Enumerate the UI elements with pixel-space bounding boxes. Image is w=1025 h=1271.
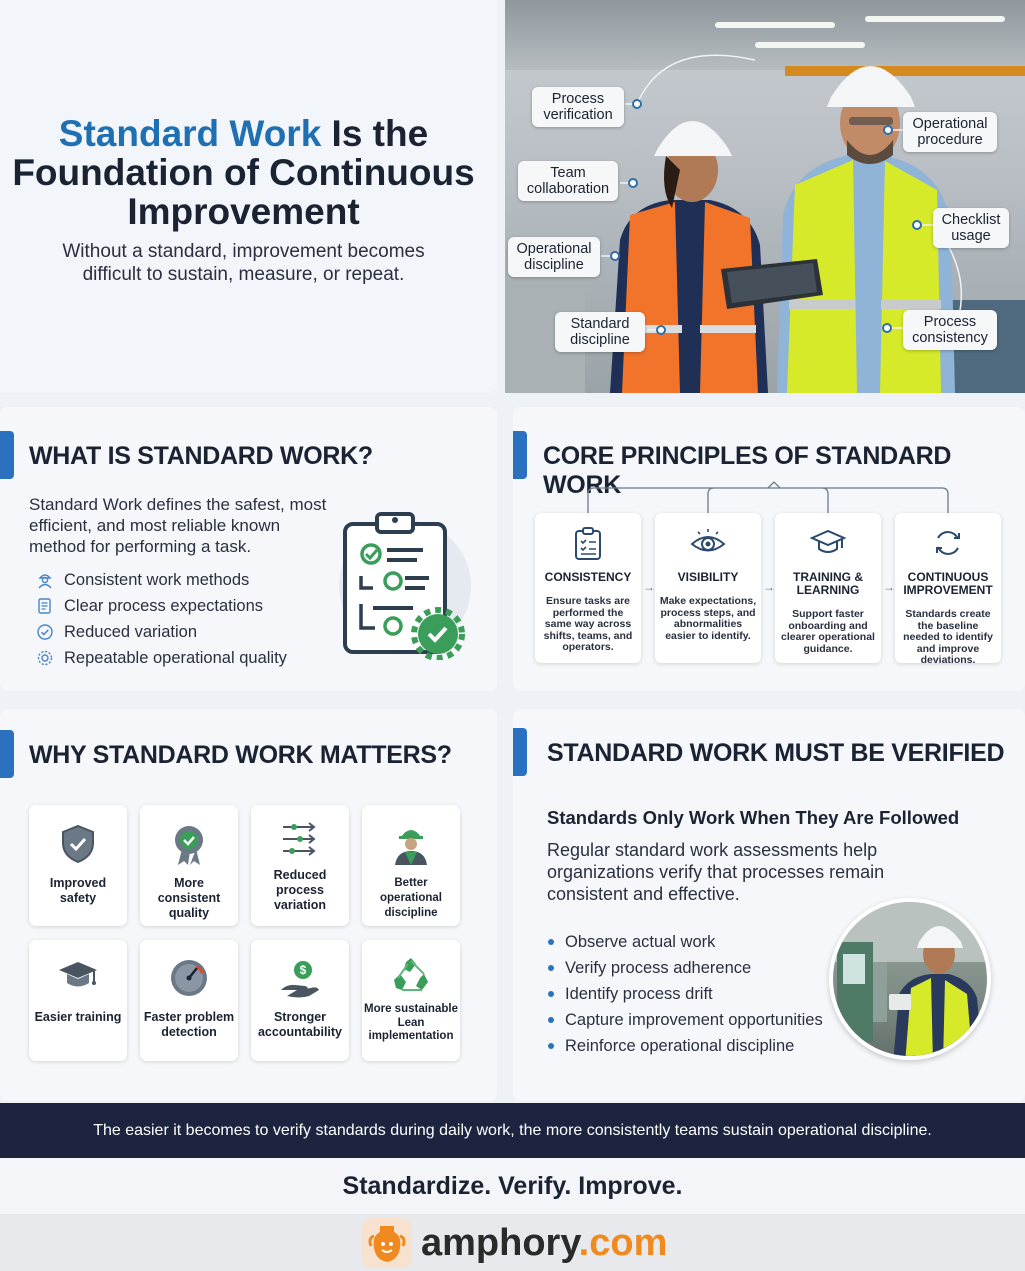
why-card-label: Faster problem detection [143,1010,235,1039]
slogan: Standardize. Verify. Improve. [0,1158,1025,1214]
document-icon [36,597,54,615]
verified-heading: STANDARD WORK MUST BE VERIFIED [547,739,1005,767]
list-item-label: Reduced variation [64,622,197,641]
title-highlight: Standard Work [58,113,322,154]
shield-check-icon [29,823,127,867]
section-accent [513,431,527,479]
principle-title: TRAINING & LEARNING [793,570,863,597]
hero-panel [0,0,497,393]
list-item-label: Observe actual work [565,932,716,951]
principles-connector [580,478,960,518]
section-accent [0,431,14,479]
why-card [251,940,349,1061]
principle-desc: Support faster onboarding and clearer operational guidance. [781,608,875,655]
why-card [362,805,460,926]
refresh-icon [895,527,1001,563]
why-card-label: Improved safety [49,876,107,905]
list-item-label: Clear process expectations [64,596,264,615]
checklist-icon [535,527,641,563]
why-card-label: Better operational discipline [380,877,442,919]
why-card [140,805,238,926]
eye-icon [655,527,761,563]
what-is-heading: WHAT IS STANDARD WORK? [29,442,373,470]
what-is-list [36,567,287,671]
callout-operational-discipline: Operational discipline [508,237,600,277]
hand-coin-icon [251,958,349,1002]
worker-icon [362,823,460,867]
callout-team-collaboration: Team collaboration [518,161,618,201]
graduation-cap-icon [29,958,127,1002]
principle-card-improvement [895,513,1001,666]
callout-operational-procedure: Operational procedure [903,112,997,152]
recycle-icon [362,956,460,1000]
why-card-label: Reduced process variation [273,868,327,912]
arrow-icon: → [643,580,655,594]
graduation-cap-icon [775,527,881,563]
flow-arrows-icon [251,819,349,863]
list-item [548,955,823,981]
brand-tld: .com [578,1222,668,1264]
section-accent [513,728,527,776]
principle-title: CONSISTENCY [544,570,632,584]
callout-process-consistency: Process consistency [903,310,997,350]
section-accent [0,730,14,778]
why-heading: WHY STANDARD WORK MATTERS? [29,741,452,769]
page-subtitle [0,240,487,286]
title-line-3: Improvement [127,191,360,232]
title-line-2: Foundation of Continuous [12,152,475,193]
list-item [36,593,287,619]
list-item [36,645,287,671]
list-item-label: Reinforce operational discipline [565,1036,795,1055]
callout-standard-discipline: Standard discipline [555,312,645,352]
bullet-icon [548,965,554,971]
why-card-label: Easier training [34,1010,122,1024]
subtitle-line-1: Without a standard, improvement becomes [62,241,425,262]
bullet-icon [548,939,554,945]
brand-name[interactable] [421,1219,667,1267]
principle-card-training [775,513,881,663]
verified-list [548,929,823,1059]
why-card [140,940,238,1061]
principle-desc: Standards create the baseline needed to identify and improve deviations. [903,608,993,666]
why-card-label: More consistent quality [157,876,221,920]
svg-text:$: $ [299,963,307,977]
subtitle-line-2: difficult to sustain, measure, or repeat. [82,264,405,285]
why-card-label: More sustainable Lean implementation [364,1003,458,1042]
principle-title: CONTINUOUS IMPROVEMENT [903,570,993,597]
gauge-icon [140,958,238,1002]
list-item-label: Verify process adherence [565,958,752,977]
list-item-label: Identify process drift [565,984,713,1003]
principle-card-consistency [535,513,641,663]
callout-checklist-usage: Checklist usage [933,208,1009,248]
arrow-icon: → [883,580,895,594]
quality-badge-icon [140,823,238,867]
clipboard-checklist-gear-icon [333,508,475,660]
brand-name-text: amphory [421,1222,579,1264]
bullet-icon [548,1017,554,1023]
why-card [29,805,127,926]
why-card [29,940,127,1061]
verified-subheading: Standards Only Work When They Are Followed [547,807,960,828]
principle-title: VISIBILITY [677,570,739,584]
what-is-description: Standard Work defines the safest, most efficient, and most reliable known method for performing a task. [29,495,327,556]
list-item [36,619,287,645]
gear-icon [36,649,54,667]
bullet-icon [548,991,554,997]
why-card [362,940,460,1061]
list-item-label: Repeatable operational quality [64,648,287,667]
amphora-logo-icon [362,1218,412,1268]
list-item [548,1007,823,1033]
why-card [251,805,349,926]
callout-process-verification: Process verification [532,87,624,127]
list-item-label: Capture improvement opportunities [565,1010,823,1029]
list-item [548,1033,823,1059]
principle-desc: Ensure tasks are performed the same way across shifts, teams, and operators. [543,595,633,653]
list-item [548,981,823,1007]
principle-desc: Make expectations, process steps, and abnormalities easier to identify. [659,595,757,642]
list-item [548,929,823,955]
bullet-icon [548,1043,554,1049]
hero-photo [505,0,1025,393]
verified-description: Regular standard work assessments help organizations verify that processes remain consistent and effective. [547,840,885,904]
page-title [0,114,487,231]
worker-icon [36,571,54,589]
why-card-label: Stronger accountability [257,1010,343,1039]
footer-banner: The easier it becomes to verify standards during daily work, the more consistently teams sustain operational discipline. [0,1103,1025,1158]
principle-card-visibility [655,513,761,663]
principles-heading: CORE PRINCIPLES OF STANDARD WORK [543,442,952,499]
list-item [36,567,287,593]
operator-photo [829,898,991,1060]
check-circle-icon [36,623,54,641]
title-rest: Is the [321,113,429,154]
list-item-label: Consistent work methods [64,570,250,589]
arrow-icon: → [763,580,775,594]
